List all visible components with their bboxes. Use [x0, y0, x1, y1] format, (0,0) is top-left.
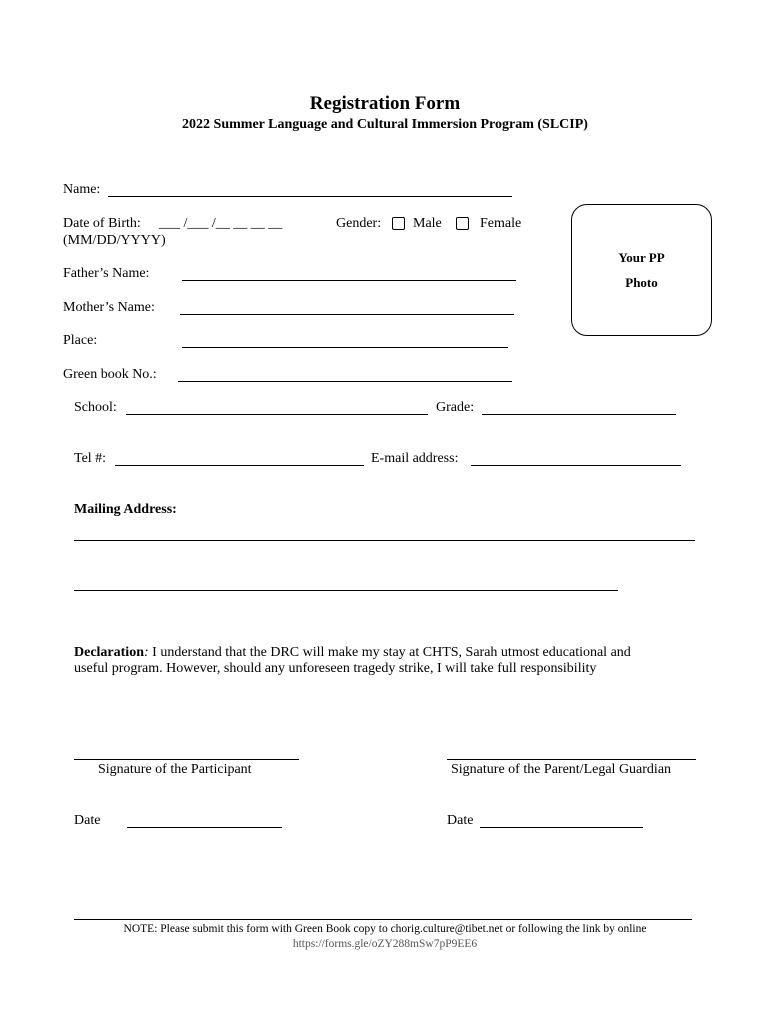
page-title: Registration Form: [309, 93, 461, 114]
page-subtitle: 2022 Summer Language and Cultural Immersion Program (SLCIP): [182, 117, 588, 132]
participant-signature-line[interactable]: [74, 759, 299, 760]
school-field[interactable]: [126, 414, 428, 415]
place-label: Place:: [63, 333, 98, 348]
green-book-label: Green book No.:: [63, 367, 157, 382]
footer-link[interactable]: https://forms.gle/oZY288mSw7pP9EE6: [292, 938, 478, 950]
declaration-colon: :: [143, 645, 149, 660]
place-field[interactable]: [182, 347, 508, 348]
school-label: School:: [74, 400, 117, 415]
grade-label: Grade:: [436, 400, 475, 415]
male-checkbox[interactable]: [392, 216, 405, 234]
photo-label-line1: Your PP: [618, 250, 665, 265]
grade-field[interactable]: [482, 414, 676, 415]
declaration-text-1: I understand that the DRC will make my stay at CHTS, Sarah utmost educational and: [148, 645, 631, 660]
mother-name-label: Mother’s Name:: [63, 300, 155, 315]
female-checkbox[interactable]: [456, 216, 469, 234]
declaration-label: Declaration: [74, 645, 144, 660]
photo-placeholder: [571, 204, 712, 336]
mailing-address-line-1[interactable]: [74, 540, 695, 541]
mailing-address-label: Mailing Address:: [74, 502, 177, 517]
father-name-field[interactable]: [182, 280, 516, 281]
participant-signature-label: Signature of the Participant: [98, 762, 252, 777]
name-field[interactable]: [108, 196, 512, 197]
dob-field[interactable]: ___ /___ /__ __ __ __: [159, 216, 283, 231]
participant-date-field[interactable]: [127, 827, 282, 828]
footer-note: NOTE: Please submit this form with Green Book copy to chorig.culture@tibet.net or following the link by online: [123, 923, 647, 935]
guardian-date-field[interactable]: [480, 827, 643, 828]
guardian-signature-line[interactable]: [447, 759, 696, 760]
gender-label: Gender:: [336, 216, 382, 231]
declaration-line-2: useful program. However, should any unforeseen tragedy strike, I will take full responsibility: [74, 661, 597, 676]
email-field[interactable]: [471, 465, 681, 466]
participant-date-label: Date: [74, 813, 101, 828]
dob-label: Date of Birth:: [63, 216, 141, 231]
guardian-signature-label: Signature of the Parent/Legal Guardian: [451, 762, 672, 777]
dob-format-hint: (MM/DD/YYYY): [63, 233, 166, 248]
photo-label-line2: Photo: [625, 275, 658, 290]
footer-divider: [74, 919, 692, 920]
mother-name-field[interactable]: [180, 314, 514, 315]
tel-label: Tel #:: [74, 451, 107, 466]
mailing-address-line-2[interactable]: [74, 590, 618, 591]
name-label: Name:: [63, 182, 101, 197]
tel-field[interactable]: [115, 465, 364, 466]
declaration-line-1: [74, 645, 631, 661]
male-label: Male: [413, 216, 442, 231]
father-name-label: Father’s Name:: [63, 266, 150, 281]
female-label: Female: [480, 216, 522, 231]
green-book-field[interactable]: [178, 381, 512, 382]
guardian-date-label: Date: [447, 813, 474, 828]
email-label: E-mail address:: [371, 451, 459, 466]
